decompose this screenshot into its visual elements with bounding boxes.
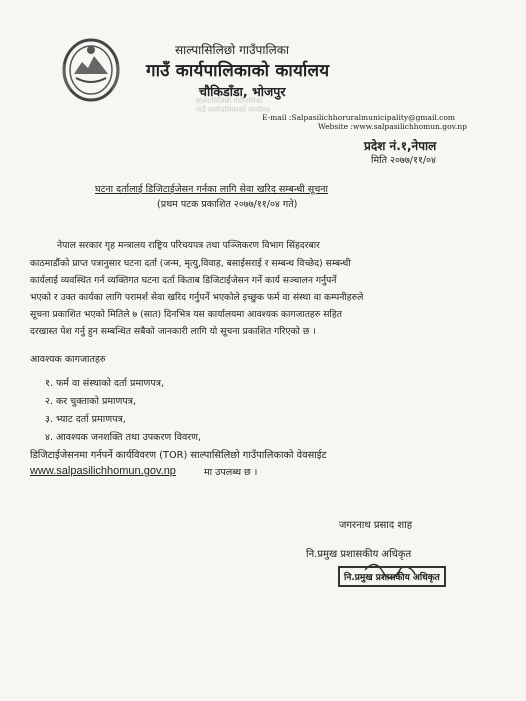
notice-subtitle: (प्रथम पटक प्रकाशित २०७७/११/०४ गते) (157, 199, 298, 210)
notice-date: मिति २०७७/११/०४ (371, 155, 436, 166)
website-line: Website :www.salpasilichhomun.gov.np (318, 122, 467, 131)
municipality-emblem (60, 34, 122, 104)
requirement-item: ४. आवश्यक जनशक्ति तथा उपकरण विवरण, (45, 432, 202, 443)
website-link[interactable]: www.salpasilichhomun.gov.np (30, 465, 176, 477)
availability-text: मा उपलब्ध छ । (204, 467, 258, 478)
signatory-stamp: नि.प्रमुख प्रशासकीय अधिकृत (338, 566, 446, 587)
body-line: सूचना प्रकाशित भएको मितिले ७ (सात) दिनभित्र यस कार्यालयमा आवश्यक कागजातहरु सहित (30, 309, 342, 320)
tor-line: डिजिटाईजेसनमा गर्नपर्ने कार्यविवरण (TOR) साल्पासिलिछो गाउँपालिकाको वेवसाईट (30, 450, 327, 461)
faint-stamp-line: साल्पासिलिछो गाउँपालिका (196, 97, 263, 105)
body-line: दरखास्त पेश गर्नु हुन सम्बन्धित सबैको जानकारी लागि यो सूचना प्रकाशित गरिएको छ । (30, 326, 316, 337)
faint-stamp-line: गाउँ कार्यपालिकाको कार्यालय (196, 106, 270, 114)
email-line: E-mail :Salpasilichhoruralmunicipality@gmail.com (262, 113, 455, 122)
notice-title: घटना दर्तालाई डिजिटाईजेसन गर्नका लागि सेवा खरिद सम्बन्धी सूचना (95, 184, 328, 195)
municipality-name: साल्पासिलिछो गाउँपालिका (175, 43, 290, 57)
office-address: चौकिडाँडा, भोजपुर (199, 84, 286, 99)
province-label: प्रदेश नं.१,नेपाल (364, 139, 437, 153)
requirement-item: २. कर चुक्ताको प्रमाणपत्र, (45, 396, 137, 407)
requirements-heading: आवश्यक कागजातहरु (30, 354, 106, 365)
body-line: कार्यलाई व्यवस्थित गर्न व्यक्तिगत घटना दर्ता किताब डिजिटाईजेसन गर्ने कार्य सञ्चालन गर्नुपर्ने (30, 275, 337, 286)
office-name: गाउँ कार्यपालिकाको कार्यालय (146, 61, 330, 81)
body-line: नेपाल सरकार गृह मन्त्रालय राष्ट्रिय परिचयपत्र तथा पञ्जिकरण विभाग सिंहदरबार (57, 240, 320, 251)
body-line: भएको र उक्त कार्यका लागि परामर्श सेवा खरिद गर्नुपर्ने भएकोले इच्छुक फर्म वा संस्था वा कम्पनीहरुले (30, 292, 364, 303)
body-line: काठमाडौंको प्राप्त पत्रानुसार घटना दर्ता (जन्म, मृत्यु,विवाह, बसाईसराई र सम्बन्ध विच्छेद) सम्बन्धी (30, 258, 351, 269)
requirement-item: ३. भ्याट दर्ता प्रमाणपत्र, (45, 414, 126, 425)
requirement-item: १. फर्म वा संस्थाको दर्ता प्रमाणपत्र, (45, 378, 165, 389)
signatory-title: नि.प्रमुख प्रशासकीय अधिकृत (306, 549, 412, 560)
signatory-name: जगरनाथ प्रसाद शाह (339, 520, 413, 531)
